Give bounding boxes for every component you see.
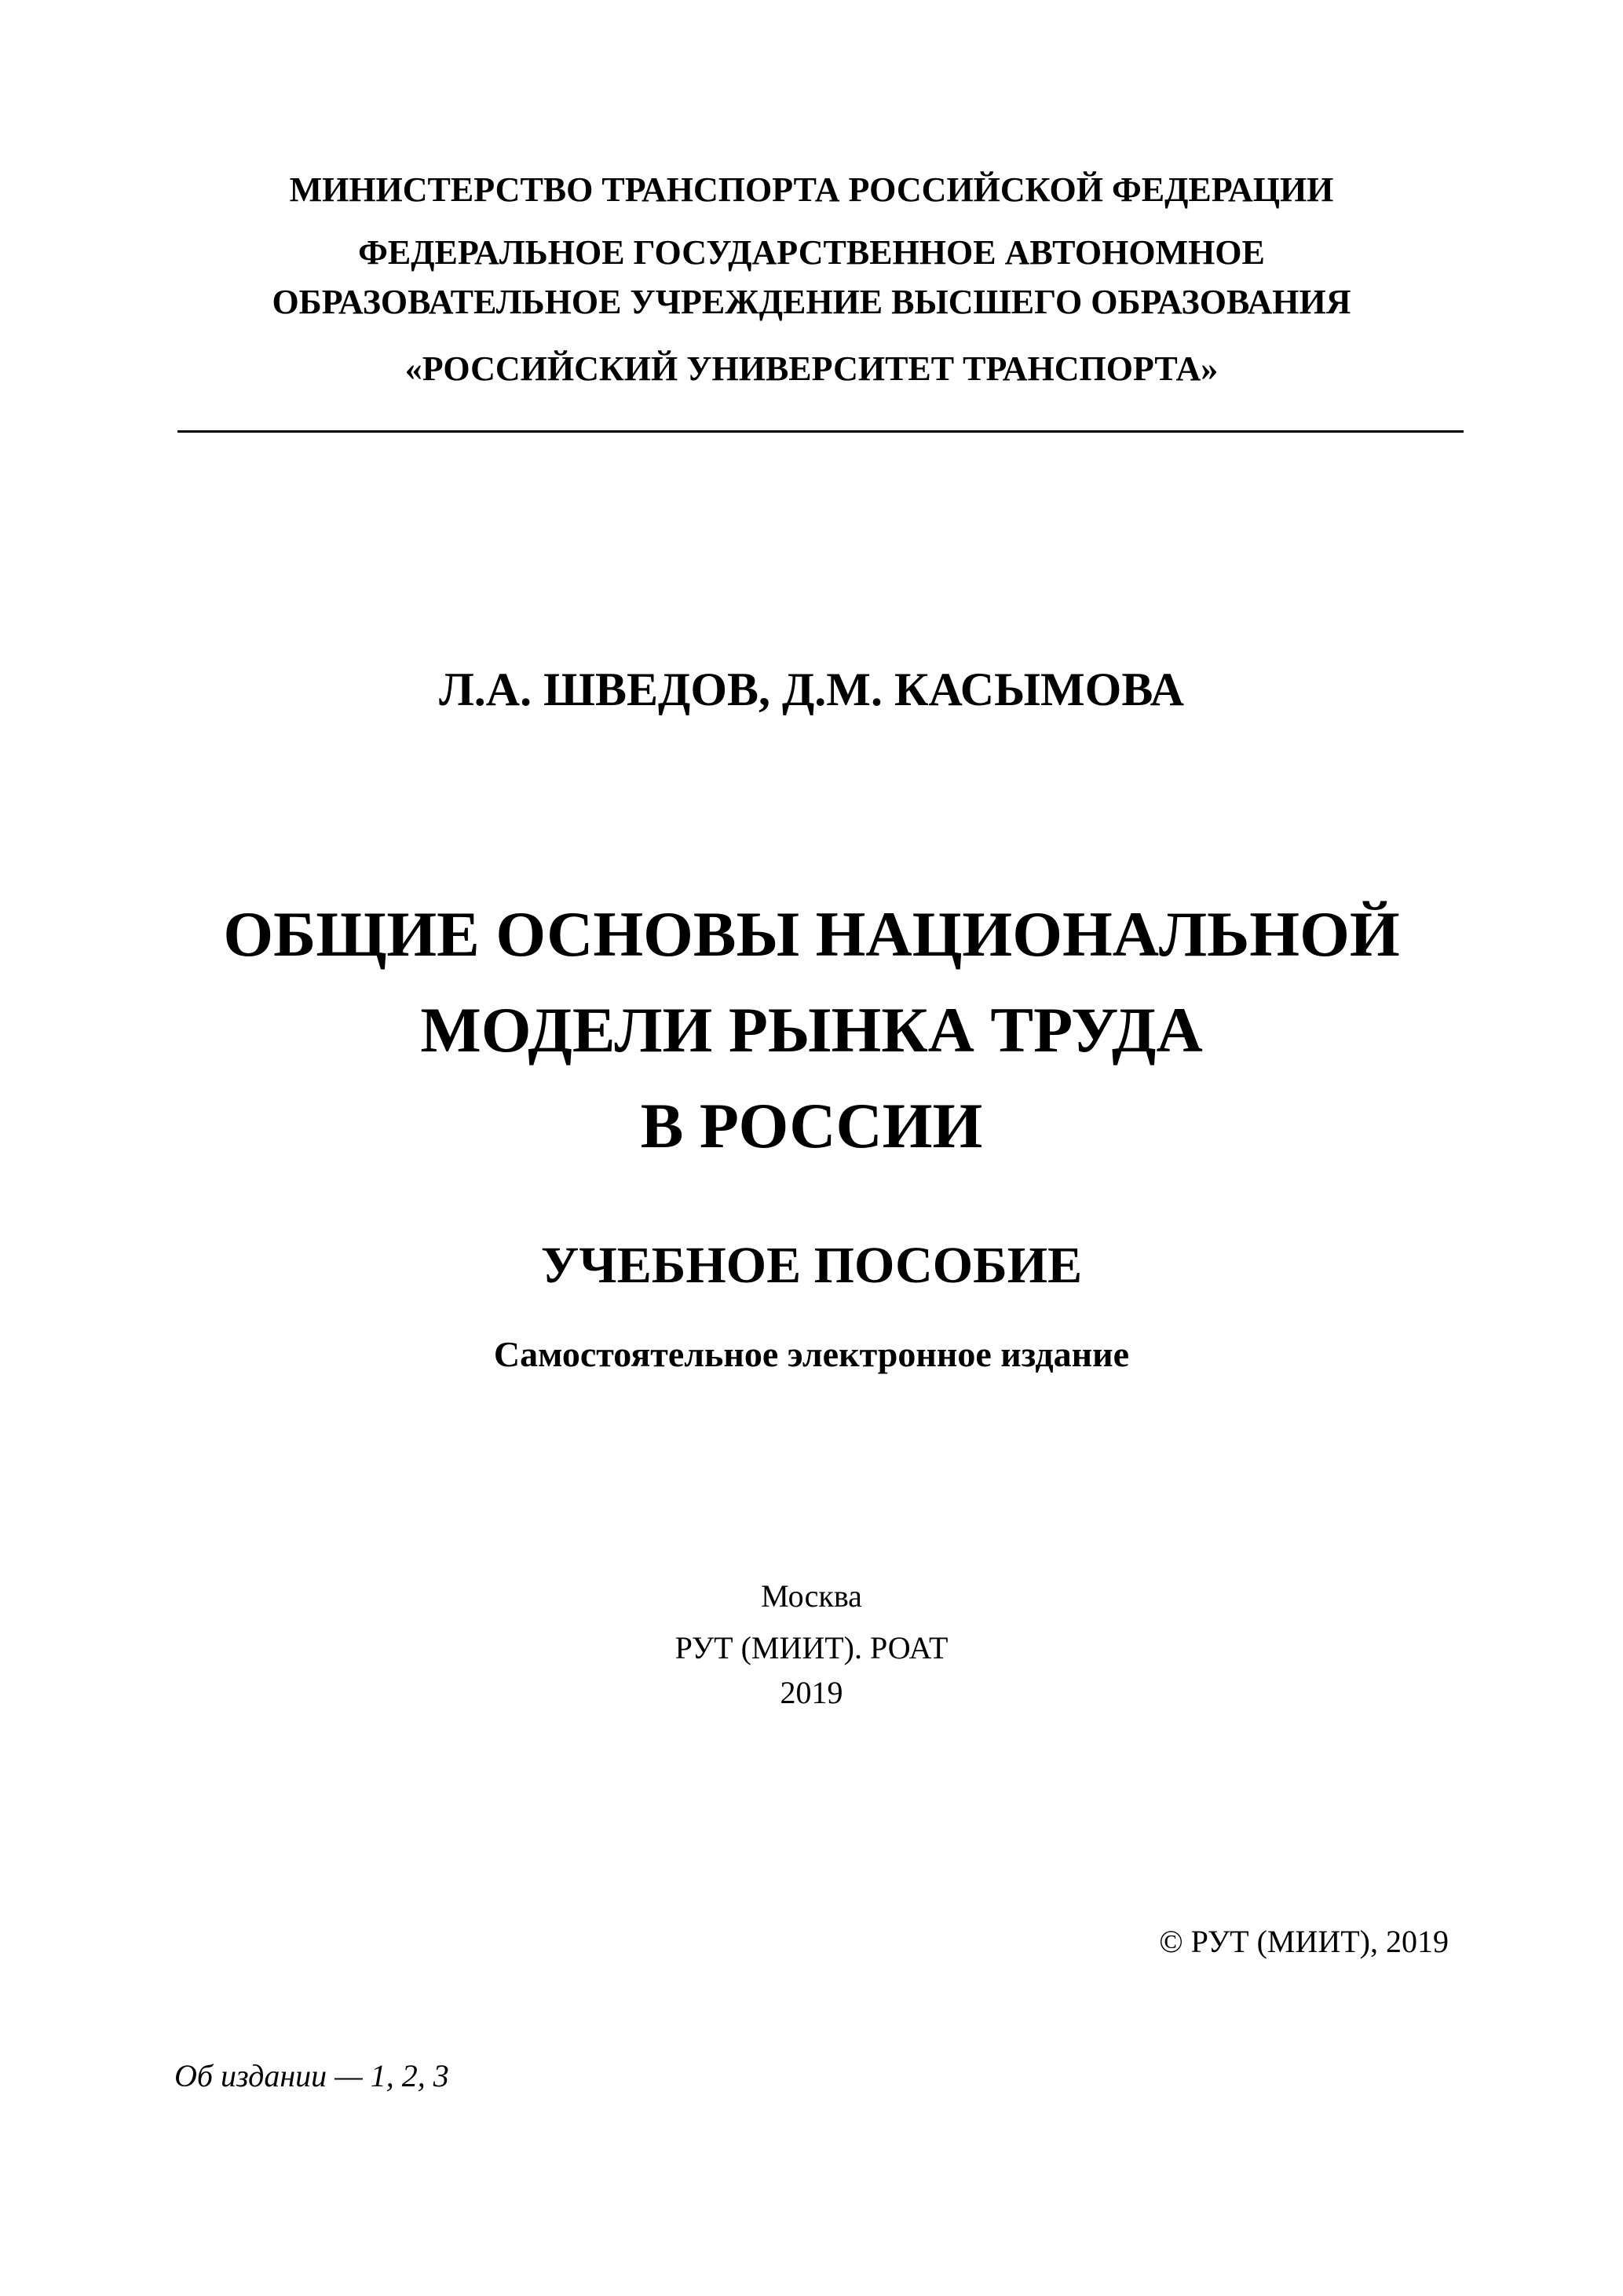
institution-line-1: ФЕДЕРАЛЬНОЕ ГОСУДАРСТВЕННОЕ АВТОНОМНОЕ (358, 233, 1265, 272)
copyright-notice: © РУТ (МИИТ), 2019 (1159, 1924, 1449, 1959)
edition-type: Самостоятельное электронное издание (493, 1334, 1130, 1374)
authors: Л.А. ШВЕДОВ, Д.М. КАСЫМОВА (439, 664, 1184, 715)
header-divider (177, 430, 1464, 433)
subtitle: УЧЕБНОЕ ПОСОБИЕ (540, 1237, 1083, 1294)
imprint-publisher: РУТ (МИИТ). РОАТ (674, 1630, 949, 1665)
imprint-city: Москва (761, 1578, 862, 1614)
institution-line-2: ОБРАЗОВАТЕЛЬНОЕ УЧРЕЖДЕНИЕ ВЫСШЕГО ОБРАЗОВАНИЯ (272, 283, 1351, 321)
title-line-3: В РОССИИ (640, 1090, 983, 1161)
about-edition-link[interactable]: Об издании — 1, 2, 3 (174, 2058, 449, 2093)
ministry-heading: МИНИСТЕРСТВО ТРАНСПОРТА РОССИЙСКОЙ ФЕДЕРАЦИИ (289, 170, 1334, 209)
title-line-1: ОБЩИЕ ОСНОВЫ НАЦИОНАЛЬНОЙ (223, 898, 1400, 970)
title-line-2: МОДЕЛИ РЫНКА ТРУДА (420, 994, 1203, 1066)
imprint-year: 2019 (780, 1675, 843, 1710)
university-name: «РОССИЙСКИЙ УНИВЕРСИТЕТ ТРАНСПОРТА» (404, 349, 1219, 388)
